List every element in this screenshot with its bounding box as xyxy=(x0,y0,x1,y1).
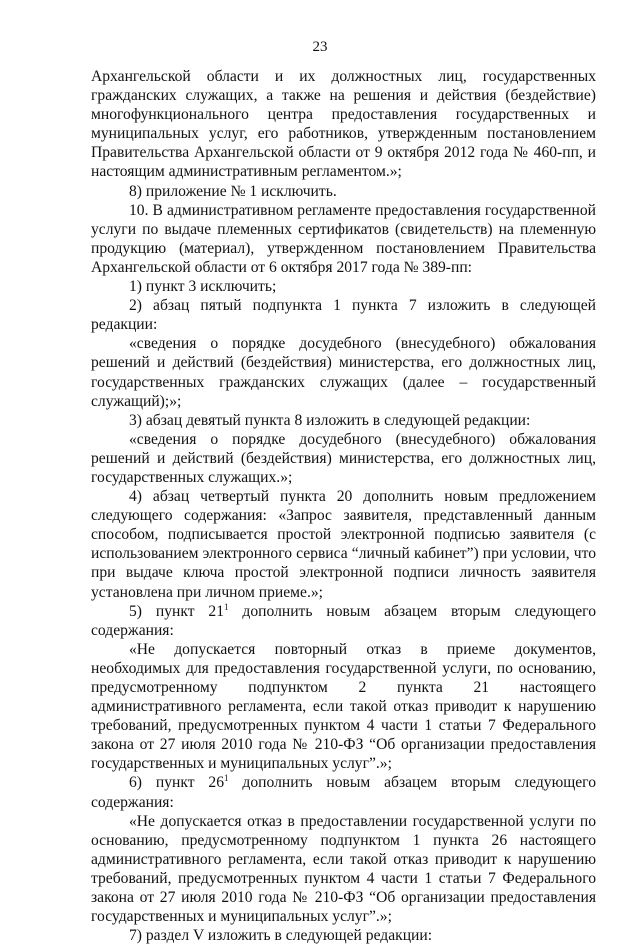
document-body xyxy=(91,67,596,945)
paragraph-item-7: 7) раздел V изложить в следующей редакции: xyxy=(129,927,433,945)
paragraph-item-5 xyxy=(91,602,596,640)
paragraph-item-6 xyxy=(91,773,596,811)
paragraph-section-10: 10. В административном регламенте предоставления государственной услуги по выдаче племенных сертификатов (свидетельств) на племенную продукцию (материал), утвержденном постановлением Правительства Архангельской области от 6 октября 2017 года № 389-пп: xyxy=(91,201,596,276)
paragraph-quote-item-2: «сведения о порядке досудебного (внесудебного) обжалования решений и действий (бездействия) министерства, его должностных лиц, государственных гражданских служащих (далее – государственный служащий);»; xyxy=(91,335,596,410)
paragraph-item-2: 2) абзац пятый подпункта 1 пункта 7 изложить в следующей редакции: xyxy=(91,297,596,334)
paragraph-item-3: 3) абзац девятый пункта 8 изложить в следующей редакции: xyxy=(129,411,531,429)
item-5-text-before: 5) пункт 21 xyxy=(129,602,225,620)
paragraph-item-8: 8) приложение № 1 исключить. xyxy=(129,182,337,200)
paragraph-quote-item-6: «Не допускается отказ в предоставлении государственной услуги по основанию, предусмотренному подпунктом 1 пункта 26 настоящего административного регламента, если такой отказ приводит к нарушению требований, предусмотренных пунктом 4 части 1 статьи 7 Федерального закона от 27 июля 2010 года № 210-ФЗ “Об организации предоставления государственных и муниципальных услуг”.»; xyxy=(91,812,596,926)
paragraph-item-4: 4) абзац четвертый пункта 20 дополнить новым предложением следующего содержания: «Запрос заявителя, представленный данным способом, подписывается простой электронной подписью заявителя (с использованием электронного сервиса “личный кабинет”) при условии, что при выдаче ключа простой электронной подписи личность заявителя установлена при личном приеме.»; xyxy=(91,488,596,601)
page-number: 23 xyxy=(312,39,328,55)
paragraph-quote-item-3: «сведения о порядке досудебного (внесудебного) обжалования решений и действий (бездействия) министерства, его должностных лиц, государственных служащих.»; xyxy=(91,430,596,486)
item-6-superscript: 1 xyxy=(224,773,229,784)
item-5-text-after: дополнить новым абзацем вторым следующего содержания: xyxy=(91,602,596,639)
item-6-text-before: 6) пункт 26 xyxy=(129,774,225,792)
paragraph-quote-item-5: «Не допускается повторный отказ в приеме документов, необходимых для предоставления государственной услуги, по основанию, предусмотренному подпунктом 2 пункта 21 настоящего административного регламента, если такой отказ приводит к нарушению требований, предусмотренных пунктом 4 части 1 статьи 7 Федерального закона от 27 июля 2010 года № 210-ФЗ “Об организации предоставления государственных и муниципальных услуг”.»; xyxy=(91,640,596,773)
item-5-superscript: 1 xyxy=(224,601,229,612)
item-6-text-after: дополнить новым абзацем вторым следующего содержания: xyxy=(91,774,596,811)
paragraph-continuation: Архангельской области и их должностных лиц, государственных гражданских служащих, а также на решения и действия (бездействие) многофункционального центра предоставления государственных и муниципальных услуг, его работников, утвержденным постановлением Правительства Архангельской области от 9 октября 2012 года № 460-пп, и настоящим административным регламентом.»; xyxy=(91,68,596,181)
paragraph-item-1: 1) пункт 3 исключить; xyxy=(129,278,277,296)
